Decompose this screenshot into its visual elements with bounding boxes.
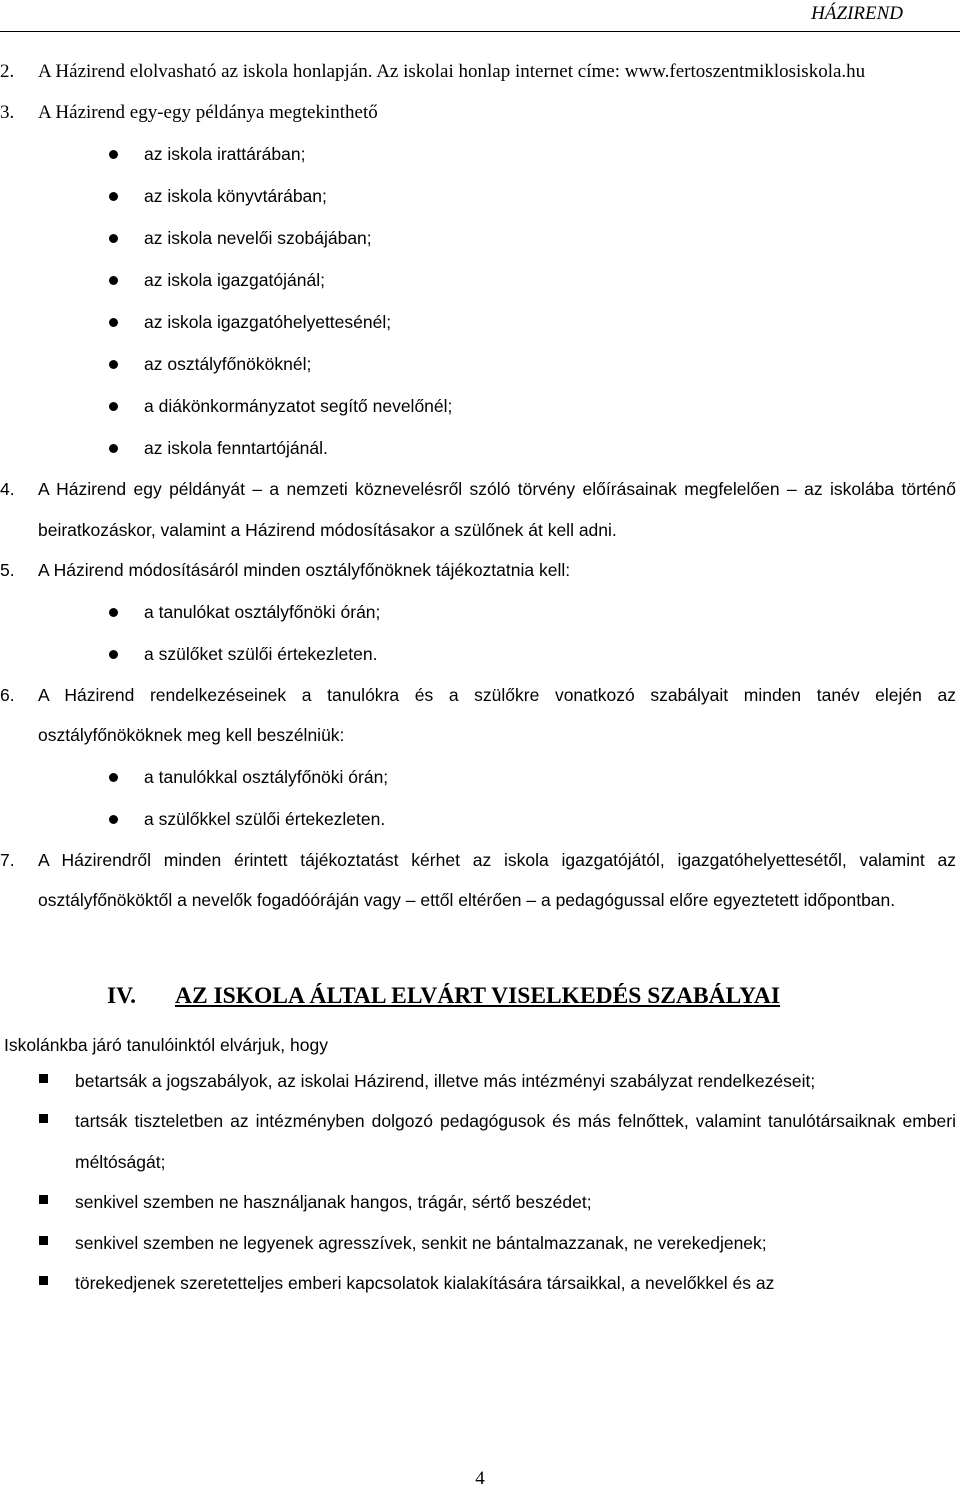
bullet-icon bbox=[109, 650, 118, 659]
list-item bbox=[0, 1263, 956, 1304]
document-body bbox=[0, 52, 956, 1304]
bullet-icon bbox=[109, 234, 118, 243]
bullet-text: a tanulókkal osztályfőnöki órán; bbox=[144, 766, 389, 787]
rule-text: senkivel szemben ne használjanak hangos, trágár, sértő beszédet; bbox=[75, 1192, 592, 1212]
list-item bbox=[0, 343, 956, 385]
bullet-text: az iskola könyvtárában; bbox=[144, 186, 327, 206]
square-bullet-icon bbox=[39, 1114, 48, 1123]
bullet-text: az iskola nevelői szobájában; bbox=[144, 228, 372, 248]
bullet-icon bbox=[109, 318, 118, 327]
list-item bbox=[0, 1061, 956, 1102]
list-item bbox=[0, 175, 956, 217]
list-item-4 bbox=[0, 469, 956, 550]
bullet-icon bbox=[109, 192, 118, 201]
item-text: A Házirendről minden érintett tájékoztatást kérhet az iskola igazgatójától, igazgatóhelyettesétől, valamint az osztályfőnököktől a nevelők fogadóóráján vagy – ettől eltérően – a pedagógussal előre egyeztetett időpontban. bbox=[38, 849, 956, 910]
bullet-text: a diákönkormányzatot segítő nevelőnél; bbox=[144, 396, 453, 416]
bullet-icon bbox=[109, 608, 118, 617]
list-item bbox=[0, 1101, 956, 1182]
list-item bbox=[0, 633, 956, 675]
bullet-icon bbox=[109, 444, 118, 453]
item-text: A Házirend egy-egy példánya megtekinthető bbox=[38, 101, 378, 123]
list-item bbox=[0, 591, 956, 633]
section-number: IV. bbox=[107, 982, 136, 1009]
item-number: 3. bbox=[0, 101, 15, 123]
notification-targets-list bbox=[0, 591, 956, 675]
list-item bbox=[0, 1182, 956, 1223]
item-number: 4. bbox=[0, 479, 15, 499]
list-item bbox=[0, 1223, 956, 1264]
bullet-icon bbox=[109, 773, 118, 782]
bullet-icon bbox=[109, 360, 118, 369]
bullet-text: a tanulókat osztályfőnöki órán; bbox=[144, 601, 381, 622]
item-number: 5. bbox=[0, 560, 15, 580]
square-bullet-icon bbox=[39, 1074, 48, 1083]
bullet-text: a szülőkkel szülői értekezleten. bbox=[144, 808, 386, 829]
bullet-text: az iskola igazgatóhelyettesénél; bbox=[144, 312, 392, 332]
bullet-text: az iskola irattárában; bbox=[144, 144, 306, 164]
item-text: A Házirend módosításáról minden osztályfőnöknek tájékoztatnia kell: bbox=[38, 560, 571, 580]
section-heading bbox=[0, 980, 956, 1012]
list-item-5 bbox=[0, 550, 956, 591]
item-number: 6. bbox=[0, 684, 15, 705]
square-bullet-icon bbox=[39, 1236, 48, 1245]
bullet-text: az iskola fenntartójánál. bbox=[144, 438, 328, 458]
item-number: 2. bbox=[0, 61, 15, 82]
bullet-text: az iskola igazgatójánál; bbox=[144, 270, 325, 290]
viewing-locations-list bbox=[0, 133, 956, 469]
item-number: 7. bbox=[0, 849, 15, 870]
list-item bbox=[0, 217, 956, 259]
list-item bbox=[0, 385, 956, 427]
bullet-text: a szülőket szülői értekezleten. bbox=[144, 643, 378, 664]
bullet-icon bbox=[109, 276, 118, 285]
list-item bbox=[0, 756, 956, 798]
bullet-icon bbox=[109, 815, 118, 824]
section-intro: Iskolánkba járó tanulóinktól elvárjuk, hogy bbox=[4, 1034, 328, 1055]
list-item-3 bbox=[0, 93, 956, 134]
page-header-title: HÁZIREND bbox=[811, 3, 903, 24]
square-bullet-icon bbox=[39, 1276, 48, 1285]
discussion-targets-list bbox=[0, 756, 956, 840]
list-item bbox=[0, 427, 956, 469]
rule-text: törekedjenek szeretetteljes emberi kapcsolatok kialakítására társaikkal, a nevelőkkel és az bbox=[75, 1273, 775, 1293]
page-number: 4 bbox=[475, 1468, 485, 1489]
list-item-2 bbox=[0, 52, 956, 93]
bullet-icon bbox=[109, 150, 118, 159]
rule-text: tartsák tiszteletben az intézményben dolgozó pedagógusok és más felnőttek, valamint tanulótársaiknak emberi méltóságát; bbox=[75, 1111, 956, 1172]
behavior-rules-list bbox=[0, 1061, 956, 1304]
section-title: AZ ISKOLA ÁLTAL ELVÁRT VISELKEDÉS SZABÁLYAI bbox=[175, 982, 781, 1009]
list-item bbox=[0, 259, 956, 301]
list-item bbox=[0, 301, 956, 343]
list-item bbox=[0, 798, 956, 840]
square-bullet-icon bbox=[39, 1195, 48, 1204]
bullet-text: az osztályfőnököknél; bbox=[144, 354, 312, 374]
rule-text: betartsák a jogszabályok, az iskolai Házirend, illetve más intézményi szabályzat rendelkezéseit; bbox=[75, 1070, 816, 1091]
item-text: A Házirend rendelkezéseinek a tanulókra és a szülőkre vonatkozó szabályait minden tanév elején az osztályfőnököknek meg kell beszélniük: bbox=[38, 684, 956, 745]
item-text: A Házirend elolvasható az iskola honlapján. Az iskolai honlap internet címe: www.fertoszentmiklosiskola.hu bbox=[38, 61, 866, 82]
item-text: A Házirend egy példányát – a nemzeti köznevelésről szóló törvény előírásainak megfelelően – az iskolába történő beiratkozáskor, valamint a Házirend módosításakor a szülőnek át kell adni. bbox=[38, 479, 956, 540]
list-item bbox=[0, 133, 956, 175]
header-divider bbox=[0, 31, 960, 32]
rule-text: senkivel szemben ne legyenek agresszívek, senkit ne bántalmazzanak, ne verekedjenek; bbox=[75, 1232, 767, 1253]
list-item-7 bbox=[0, 840, 956, 921]
list-item-6 bbox=[0, 675, 956, 756]
bullet-icon bbox=[109, 402, 118, 411]
